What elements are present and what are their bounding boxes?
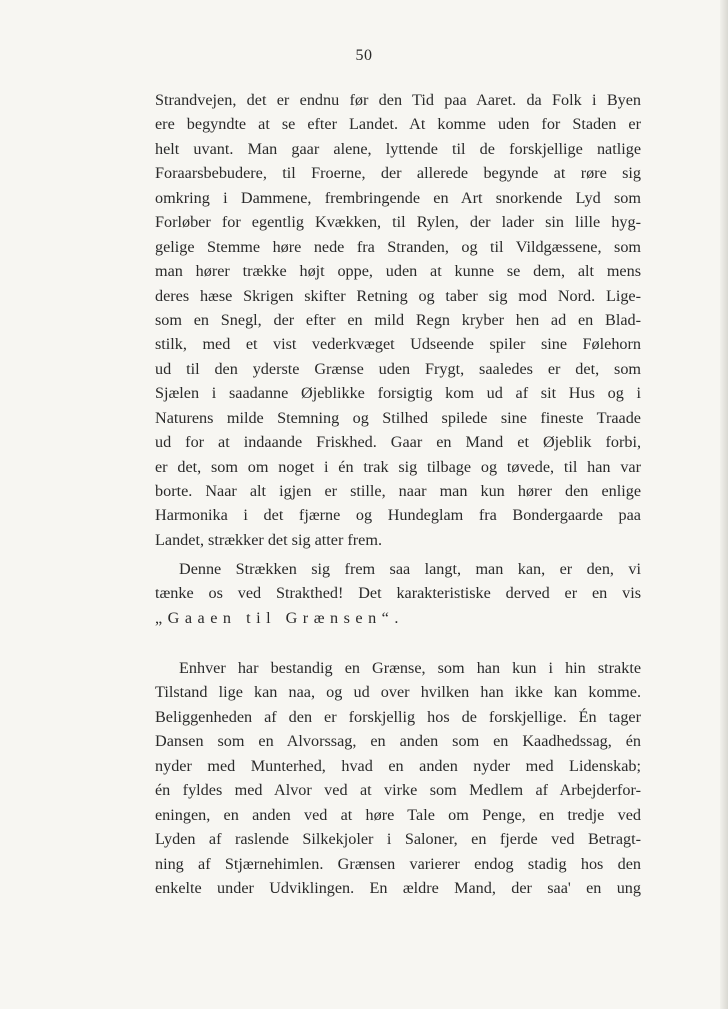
paragraph-1 <box>155 88 641 552</box>
text-line: stilk, med et vist vederkvæget Udseende spiler sine Følehorn <box>155 335 641 354</box>
text-line: borte. Naar alt igjen er stille, naar man kun hører den enlige <box>155 482 641 500</box>
page-number: 50 <box>355 47 373 64</box>
text-line: Naturens milde Stemning og Stilhed spilede sine fineste Traade <box>155 408 641 427</box>
closing-phrase-spaced: „Gaaen til Grænsen“. <box>155 608 404 627</box>
text-line: Beliggenheden af den er forskjellig hos de forskjellige. Én tager <box>155 707 641 726</box>
text-line: nyder med Munterhed, hvad en anden nyder med Lidenskab; <box>155 756 641 775</box>
text-line: én fyldes med Alvor ved at virke som Medlem af Arbejderfor- <box>155 781 641 800</box>
paragraph-3 <box>155 656 641 900</box>
text-line: Dansen som en Alvorssag, en anden som en Kaadhedssag, én <box>155 732 641 751</box>
text-line: deres hæse Skrigen skifter Retning og taber sig mod Nord. Lige- <box>155 286 641 305</box>
text-line: gelige Stemme høre nede fra Stranden, og til Vildgæssene, som <box>155 237 641 256</box>
text-line: omkring i Dammene, frembringende en Art snorkende Lyd som <box>155 188 641 207</box>
page-edge-shadow <box>720 0 728 1009</box>
paragraph-2 <box>155 557 641 630</box>
text-line: ere begyndte at se efter Landet. At komme uden for Staden er <box>155 115 641 134</box>
text-line: Tilstand lige kan naa, og ud over hvilken han ikke kan komme. <box>155 683 641 702</box>
text-line: man hører trække højt oppe, uden at kunne se dem, alt mens <box>155 262 641 281</box>
text-line: ning af Stjærnehimlen. Grænsen varierer endog stadig hos den <box>155 854 641 873</box>
text-line: ud til den yderste Grænse uden Frygt, saaledes er det, som <box>155 359 641 378</box>
text-line: eningen, en anden ved at høre Tale om Penge, en tredje ved <box>155 805 641 824</box>
text-line: helt uvant. Man gaar alene, lyttende til de forskjellige natlige <box>155 139 641 158</box>
text-line: Forløber for egentlig Kvækken, til Rylen, der lader sin lille hyg- <box>155 213 641 232</box>
text-line: ud for at indaande Friskhed. Gaar en Mand et Øjeblik forbi, <box>155 433 641 452</box>
text-line: Denne Strækken sig frem saa langt, man kan, er den, vi <box>179 560 641 578</box>
text-line: Harmonika i det fjærne og Hundeglam fra Bondergaarde paa <box>155 506 641 525</box>
text-line: er det, som om noget i én trak sig tilbage og tøvede, til han var <box>155 457 641 476</box>
text-line: Landet, strækker det sig atter frem. <box>155 530 382 549</box>
text-line: som en Snegl, der efter en mild Regn kryber hen ad en Blad- <box>155 310 641 329</box>
text-line: Enhver har bestandig en Grænse, som han kun i hin strakte <box>179 659 641 677</box>
text-line: enkelte under Udviklingen. En ældre Mand, der saa' en ung <box>155 878 641 897</box>
text-line: Sjælen i saadanne Øjeblikke forsigtig kom ud af sit Hus og i <box>155 384 641 403</box>
text-line: tænke os ved Strakthed! Det karakteristiske derved er en vis <box>155 584 641 603</box>
text-line: Strandvejen, det er endnu før den Tid paa Aaret. da Folk i Byen <box>155 91 641 109</box>
text-line: Foraarsbebudere, til Froerne, der allerede begynde at røre sig <box>155 164 641 183</box>
text-line: Lyden af raslende Silkekjoler i Saloner, en fjerde ved Betragt- <box>155 830 641 849</box>
